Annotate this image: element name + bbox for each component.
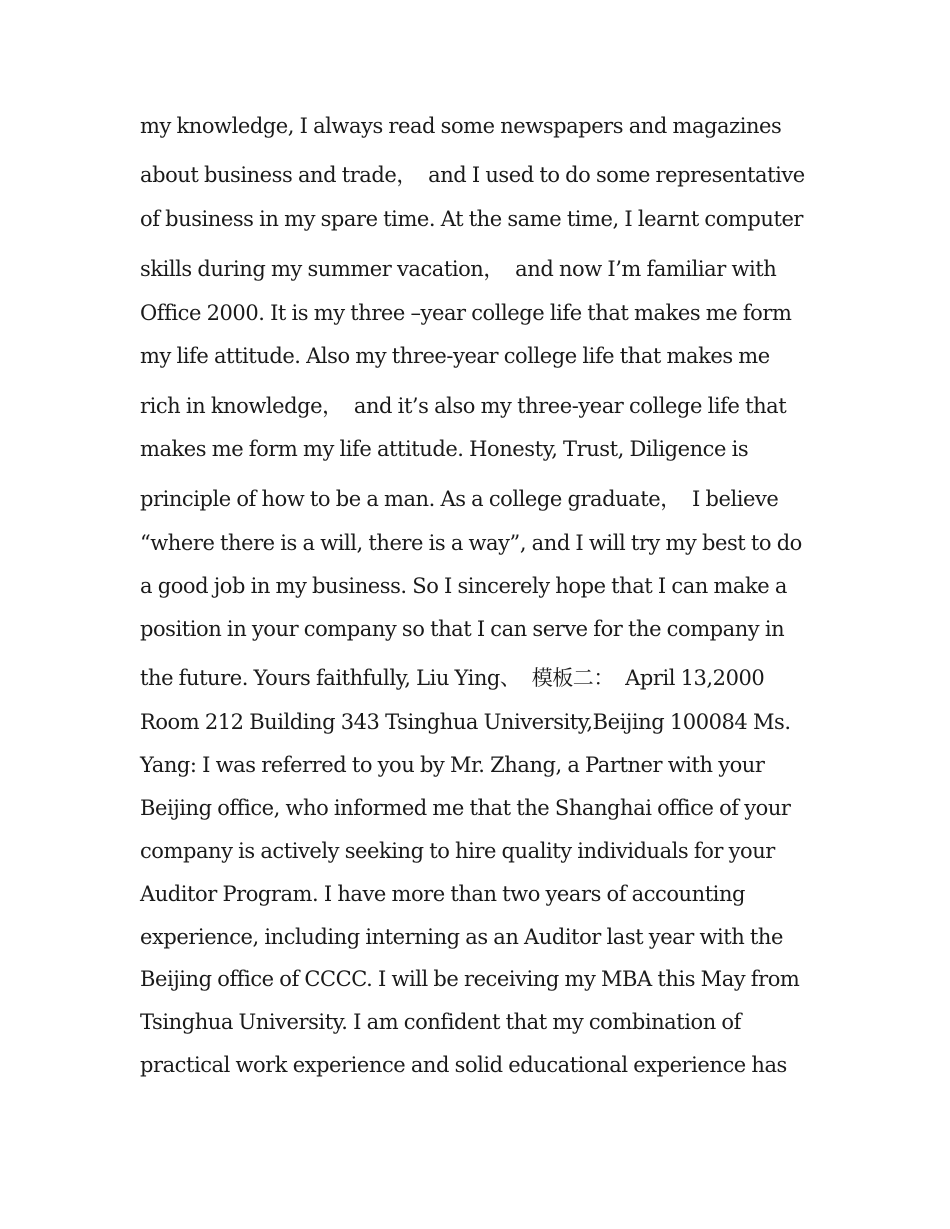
text-line: “where there is a will, there is a way”, and I will try my best to do [140,531,802,555]
text-line: Auditor Program. I have more than two years of accounting [140,882,746,906]
text-line: of business in my spare time. At the same time, I learnt computer [140,207,804,231]
text-line: my life attitude. Also my three-year college life that makes me [140,344,770,368]
text-line: Beijing office, who informed me that the Shanghai office of your [140,796,791,820]
text-line: Office 2000. It is my three –year college life that makes me form [140,301,792,325]
text-line: Yang: I was referred to you by Mr. Zhang, a Partner with your [140,753,765,777]
text-line: about business and trade， and I used to do some representative [140,163,805,187]
text-line: my knowledge, I always read some newspapers and magazines [140,114,782,138]
text-line: Tsinghua University. I am confident that my combination of [140,1010,741,1034]
text-line: rich in knowledge， and it’s also my three-year college life that [140,394,787,418]
text-line: makes me form my life attitude. Honesty, Trust, Diligence is [140,437,749,461]
text-line: experience, including interning as an Auditor last year with the [140,925,783,949]
text-line: the future. Yours faithfully, Liu Ying、 模板二： April 13,2000 [140,666,765,690]
text-line: company is actively seeking to hire quality individuals for your [140,839,775,863]
text-line: skills during my summer vacation， and now I’m familiar with [140,257,777,281]
text-line: a good job in my business. So I sincerely hope that I can make a [140,574,787,598]
text-line: position in your company so that I can serve for the company in [140,617,785,641]
text-line: Room 212 Building 343 Tsinghua University,Beijing 100084 Ms. [140,710,791,734]
text-line: Beijing office of CCCC. I will be receiving my MBA this May from [140,967,800,991]
text-line: principle of how to be a man. As a college graduate， I believe [140,487,779,511]
text-line: practical work experience and solid educational experience has [140,1053,787,1077]
